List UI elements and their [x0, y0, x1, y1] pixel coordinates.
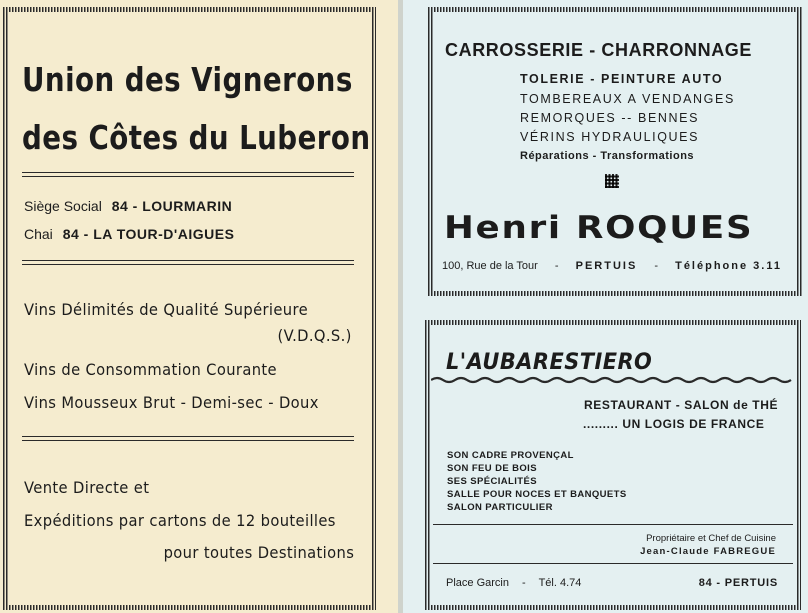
service-1: TOLERIE - PEINTURE AUTO	[520, 72, 724, 86]
feature-1: SON CADRE PROVENÇAL	[447, 450, 574, 461]
feature-5: SALON PARTICULIER	[447, 502, 553, 513]
left-page	[0, 0, 398, 613]
feature-3: SES SPÉCIALITÉS	[447, 476, 537, 487]
siege-social	[24, 198, 232, 214]
vins-line-1: Vins Délimités de Qualité Supérieure	[24, 300, 309, 319]
title-line-1: Union des Vignerons	[22, 60, 353, 99]
place-name: Place Garcin	[446, 577, 509, 589]
feature-4: SALLE POUR NOCES ET BANQUETS	[447, 489, 627, 500]
place-line: Place Garcin - Tél. 4.74	[446, 577, 582, 589]
restaurant-city: 84 - PERTUIS	[698, 577, 778, 589]
logis-line: ......... UN LOGIS DE FRANCE	[583, 417, 765, 431]
chai	[24, 226, 234, 242]
vente-line-3: pour toutes Destinations	[163, 543, 354, 562]
roques-address: 100, Rue de la Tour	[442, 260, 538, 272]
title-line-2: des Côtes du Luberon	[22, 118, 371, 157]
divider-3	[22, 436, 354, 441]
roques-phone: Téléphone 3.11	[675, 260, 782, 272]
owner-label: Propriétaire et Chef de Cuisine	[646, 533, 776, 544]
siege-label: Siège Social	[24, 198, 102, 214]
restaurant-city-line	[699, 577, 778, 589]
aubarestiero-name: L'AUBARESTIERO	[446, 350, 653, 375]
henri-roques-name: Henri ROQUES	[444, 210, 754, 246]
service-3: REMORQUES -- BENNES	[520, 111, 700, 125]
chai-value: 84 - LA TOUR-D'AIGUES	[62, 226, 235, 242]
vente-line-1: Vente Directe et	[24, 478, 150, 497]
divider-2	[22, 260, 354, 265]
restaurant-tel: Tél. 4.74	[538, 577, 582, 589]
wave-divider	[431, 376, 795, 384]
carrosserie-heading: CARROSSERIE - CHARRONNAGE	[445, 40, 753, 60]
divider-features	[433, 524, 793, 525]
divider-owner	[433, 563, 793, 564]
owner-name-line	[640, 546, 776, 557]
siege-value: 84 - LOURMARIN	[111, 198, 233, 214]
vins-line-1b: (V.D.Q.S.)	[277, 326, 352, 345]
roques-city: PERTUIS	[575, 260, 638, 272]
roques-address-line: 100, Rue de la Tour - PERTUIS - Téléphone 3.11	[442, 260, 782, 272]
chai-label: Chai	[24, 226, 53, 242]
grid-ornament-icon	[605, 174, 619, 188]
divider-1	[22, 172, 354, 177]
vins-line-2: Vins de Consommation Courante	[24, 360, 277, 379]
feature-2: SON FEU DE BOIS	[447, 463, 537, 474]
restaurant-line: RESTAURANT - SALON de THÉ	[584, 398, 779, 412]
service-2: TOMBEREAUX A VENDANGES	[520, 92, 735, 106]
service-5: Réparations - Transformations	[520, 150, 695, 162]
vente-line-2: Expéditions par cartons de 12 bouteilles	[24, 511, 336, 530]
owner-name: Jean-Claude FABREGUE	[640, 546, 776, 557]
right-page	[403, 0, 808, 613]
vins-line-3: Vins Mousseux Brut - Demi-sec - Doux	[24, 393, 319, 412]
service-4: VÉRINS HYDRAULIQUES	[520, 130, 700, 144]
